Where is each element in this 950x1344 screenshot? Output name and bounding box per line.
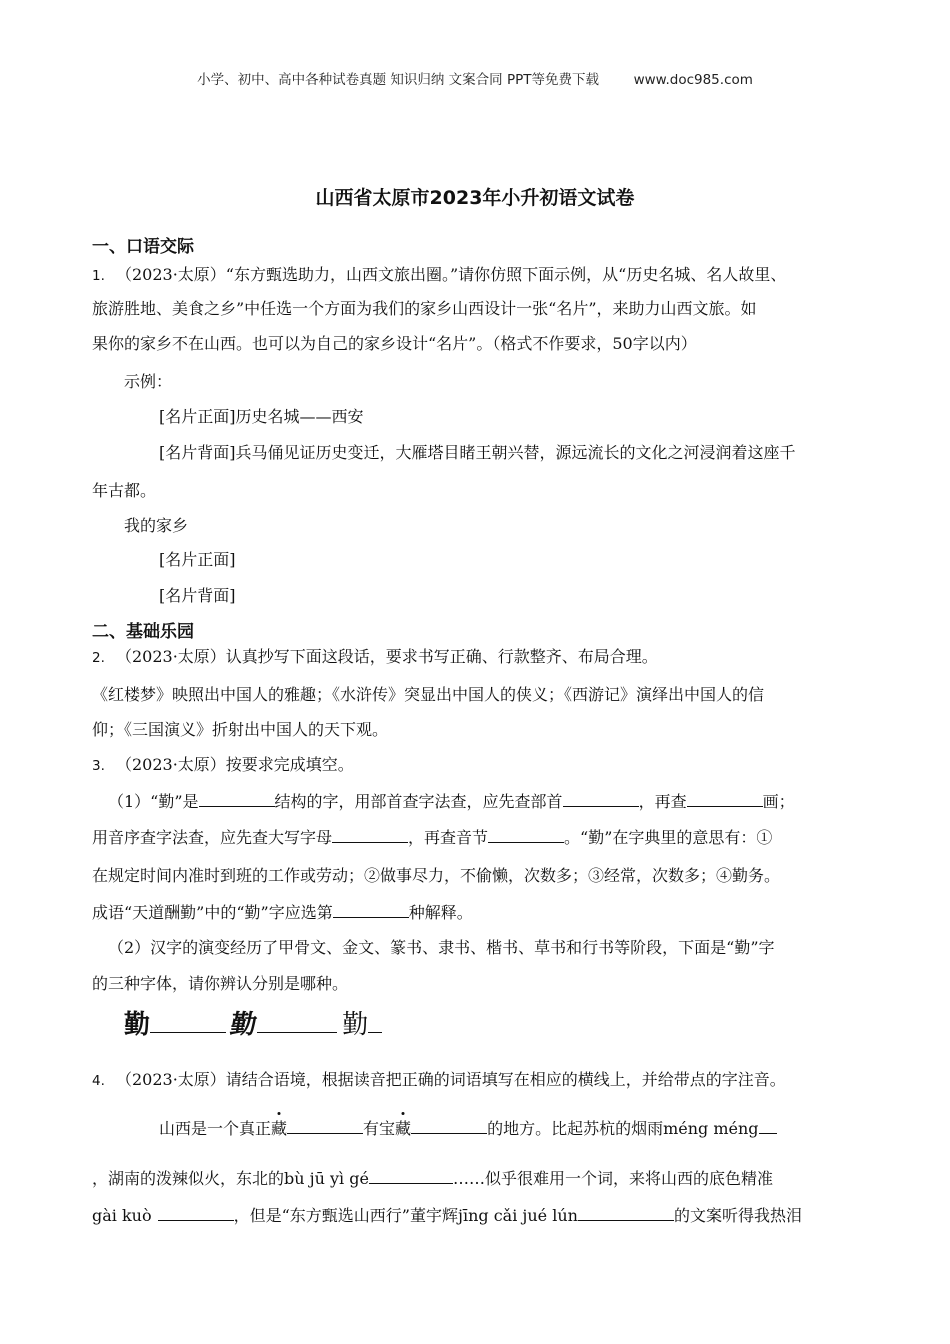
dotted-char: 藏 xyxy=(271,1116,287,1139)
q1-line-2: 旅游胜地、美食之乡”中任选一个方面为我们的家乡山西设计一张“名片”，来助力山西文旅。如 xyxy=(92,299,757,318)
answer-blank[interactable] xyxy=(578,1206,674,1221)
q4-text-f: ，但是“东方甄选山西行”董宇辉 xyxy=(233,1206,458,1225)
glyph-image-3: 勤 xyxy=(342,1010,369,1040)
q1-example-label: 示例： xyxy=(124,372,173,391)
q1-text-1: （2023·太原）“东方甄选助力，山西文旅出圈。”请你仿照下面示例，从“历史名城、名人故里、 xyxy=(115,265,787,284)
answer-blank[interactable] xyxy=(369,1169,453,1184)
q4-text-g: 的文案听得我热泪 xyxy=(673,1206,802,1225)
section-heading-1: 一、口语交际 xyxy=(92,237,194,257)
section-heading-2: 二、基础乐园 xyxy=(92,622,194,642)
q1-example-back: [名片背面]兵马俑见证历史变迁，大雁塔目睹王朝兴替，源远流长的文化之河浸润着这座千 xyxy=(159,443,796,462)
q3-part1-line-4 xyxy=(92,900,473,923)
q4-text-d: ，湖南的泼辣似火，东北的 xyxy=(92,1169,285,1188)
answer-blank[interactable] xyxy=(257,1018,337,1033)
header-text: 小学、初中、高中各种试卷真题 知识归纳 文案合同 PPT等免费下载 xyxy=(197,72,599,88)
q3-part1-text-e: 用音序查字法查，应先查大写字母 xyxy=(92,828,333,847)
q3-part1-text-f: ，再查音节 xyxy=(408,828,489,847)
q4-text-b: 有宝 xyxy=(363,1119,396,1138)
pinyin-bujuyige: bù jū yì gé xyxy=(284,1169,369,1188)
q4-text-e: ……似乎很难用一个词，来将山西的底色精准 xyxy=(452,1169,773,1188)
q1-my-front: [名片正面] xyxy=(159,550,236,569)
q3-number: 3. xyxy=(92,758,105,774)
q3-part1-text-g: 。“勤”在字典里的意思有：① xyxy=(564,828,773,847)
q3-part2-line-1: （2）汉字的演变经历了甲骨文、金文、篆书、隶书、楷书、草书和行书等阶段，下面是“勤”字 xyxy=(108,938,775,957)
q1-line-3: 果你的家乡不在山西。也可以为自己的家乡设计“名片”。（格式不作要求，50字以内） xyxy=(92,334,697,353)
q4-prompt: （2023·太原）请结合语境，根据读音把正确的词语填写在相应的横线上，并给带点的字注音。 xyxy=(115,1070,786,1089)
glyph-image-2: 勤 xyxy=(228,1010,260,1040)
q3-part1-text-j: 种解释。 xyxy=(408,903,473,922)
q3-line-1 xyxy=(92,752,354,775)
q4-text-c: 的地方。比起苏杭的烟雨 xyxy=(487,1119,664,1138)
q2-line-1 xyxy=(92,644,658,667)
q3-part1-line-2 xyxy=(92,825,772,848)
page-header xyxy=(0,68,950,88)
q4-text-a: 山西是一个真正 xyxy=(159,1119,272,1138)
answer-blank[interactable] xyxy=(332,828,408,843)
q3-glyph-row xyxy=(124,1004,382,1041)
q4-line-1 xyxy=(92,1067,786,1090)
pinyin-gaikuo: gài kuò xyxy=(92,1206,152,1225)
answer-blank[interactable] xyxy=(333,903,409,918)
q3-prompt: （2023·太原）按要求完成填空。 xyxy=(115,755,354,774)
q2-text-2: 仰；《三国演义》折射出中国人的天下观。 xyxy=(92,720,389,739)
answer-blank[interactable] xyxy=(158,1206,234,1221)
answer-blank[interactable] xyxy=(488,828,564,843)
dotted-char: 藏 xyxy=(395,1116,411,1139)
q1-my-home: 我的家乡 xyxy=(124,516,189,535)
answer-blank[interactable] xyxy=(150,1018,226,1033)
pinyin-jingcaijuelun: jīng cǎi jué lún xyxy=(458,1206,578,1225)
q2-number: 2. xyxy=(92,650,105,666)
pinyin-menmeng: méng méng xyxy=(663,1119,759,1138)
q3-part1-text-b: 结构的字，用部首查字法查，应先查部首 xyxy=(274,792,563,811)
q3-part1-line-3: 在规定时间内准时到班的工作或劳动；②做事尽力，不偷懒，次数多；③经常，次数多；④勤务。 xyxy=(92,866,781,885)
q3-part1-text-d: 画； xyxy=(762,792,795,811)
q3-part2-line-2: 的三种字体，请你辨认分别是哪种。 xyxy=(92,974,349,993)
q1-line-1 xyxy=(92,262,786,285)
q1-example-front: [名片正面]历史名城——西安 xyxy=(159,407,364,426)
q3-part1-text-c: ，再查 xyxy=(638,792,687,811)
q4-sentence-1 xyxy=(159,1116,777,1139)
glyph-image-1: 勤 xyxy=(124,1010,151,1040)
answer-blank[interactable] xyxy=(199,792,275,807)
header-site: www.doc985.com xyxy=(633,72,753,88)
answer-blank[interactable] xyxy=(563,792,639,807)
q4-sentence-3 xyxy=(92,1203,802,1226)
answer-blank[interactable] xyxy=(759,1119,777,1134)
q1-number: 1. xyxy=(92,268,105,284)
answer-blank[interactable] xyxy=(287,1119,363,1134)
q1-example-back-cont: 年古都。 xyxy=(92,481,157,500)
answer-blank[interactable] xyxy=(368,1018,382,1033)
answer-blank[interactable] xyxy=(687,792,763,807)
q3-part1-text-i: 成语“天道酬勤”中的“勤”字应选第 xyxy=(92,903,333,922)
q3-part1-text-a: （1）“勤”是 xyxy=(108,792,199,811)
q1-my-back: [名片背面] xyxy=(159,586,236,605)
q2-prompt: （2023·太原）认真抄写下面这段话，要求书写正确、行款整齐、布局合理。 xyxy=(115,647,658,666)
q3-part1-line-1 xyxy=(108,789,795,812)
q2-text-1: 《红楼梦》映照出中国人的雅趣；《水浒传》突显出中国人的侠义；《西游记》演绎出中国人的信 xyxy=(92,685,765,704)
page-title: 山西省太原市2023年小升初语文试卷 xyxy=(315,187,635,209)
answer-blank[interactable] xyxy=(411,1119,487,1134)
q4-number: 4. xyxy=(92,1073,105,1089)
q4-sentence-2 xyxy=(92,1166,773,1189)
